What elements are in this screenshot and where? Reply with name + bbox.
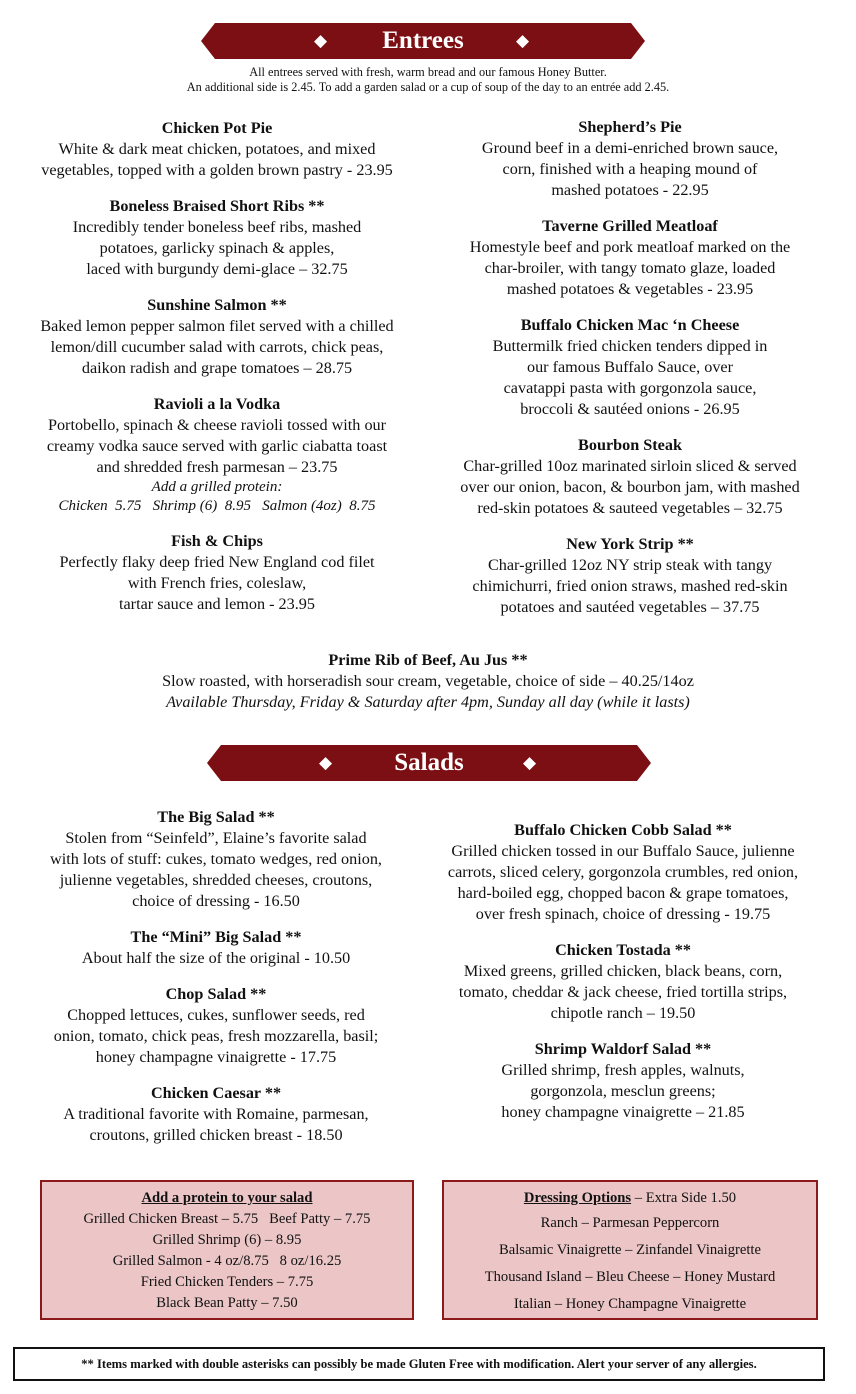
item-name: Buffalo Chicken Mac ‘n Cheese [520,316,740,334]
item-description: Grilled chicken tossed in our Buffalo Sauce, julienne carrots, sliced celery, gorgonzola crumbles, red onion, hard-boiled egg, chopped bacon & grape tomatoes, over fresh spinach, choice of dressing - 19.75 [447,842,799,923]
gluten-free-note: ** Items marked with double asterisks can possibly be made Gluten Free with modification. Alert your server of any allergies. [13,1347,825,1381]
item-description: Buttermilk fried chicken tenders dipped in our famous Buffalo Sauce, over cavatappi pasta with gorgonzola sauce, broccoli & sautéed onions - 26.95 [492,337,768,418]
dressing-option: Ranch – Parmesan Peppercorn [540,1215,720,1231]
item-description: A traditional favorite with Romaine, parmesan, croutons, grilled chicken breast - 18.50 [63,1105,369,1144]
item-description: Grilled shrimp, fresh apples, walnuts, gorgonzola, mesclun greens; honey champagne vinaigrette – 21.85 [501,1061,745,1121]
item-name: Bourbon Steak [578,436,682,454]
protein-option: Grilled Shrimp (6) – 8.95 [152,1232,302,1248]
menu-item [418,940,828,1024]
item-description: Char-grilled 10oz marinated sirloin sliced & served over our onion, bacon, & bourbon jam, with mashed red-skin potatoes & sauteed vegetables – 32.75 [460,457,800,517]
menu-item [428,435,832,519]
item-name: Chicken Tostada ** [555,941,691,959]
protein-box [40,1180,414,1320]
item-description: Stolen from “Seinfeld”, Elaine’s favorite salad with lots of stuff: cukes, tomato wedges, red onion, julienne vegetables, shredded cheeses, croutons, choice of dressing - 16.50 [50,829,382,910]
item-name: Chicken Pot Pie [161,119,273,137]
item-availability: Available Thursday, Friday & Saturday after 4pm, Sunday all day (while it lasts) [166,693,690,711]
dressing-box-header [444,1187,816,1210]
item-name: Sunshine Salmon ** [147,296,287,314]
menu-item [8,807,424,912]
menu-item [428,315,832,420]
protein-option: Grilled Salmon - 4 oz/8.75 8 oz/16.25 [112,1253,342,1269]
item-name: Shepherd’s Pie [578,118,682,136]
menu-item [10,531,424,615]
entrees-intro-1: All entrees served with fresh, warm bread and our famous Honey Butter. [249,65,607,79]
item-description: Homestyle beef and pork meatloaf marked on the char-broiler, with tangy tomato glaze, loaded mashed potatoes & vegetables - 23.95 [469,238,791,298]
menu-item [10,196,424,280]
diamond-icon: ◆ [523,753,537,772]
item-description: Chopped lettuces, cukes, sunflower seeds, red onion, tomato, chick peas, fresh mozzarella, basil; honey champagne vinaigrette - 17.75 [53,1006,379,1066]
entrees-banner [201,23,645,61]
dressing-option: Thousand Island – Bleu Cheese – Honey Mustard [484,1269,776,1285]
diamond-icon: ◆ [314,31,328,50]
menu-item [10,295,424,379]
entrees-right-column [428,117,832,633]
salads-left-column [8,807,424,1161]
item-name: Fish & Chips [171,532,263,550]
entrees-title: Entrees [382,27,464,54]
protein-option: Black Bean Patty – 7.50 [156,1295,298,1311]
protein-option: Fried Chicken Tenders – 7.75 [140,1274,314,1290]
add-protein-label: Add a grilled protein: [151,479,283,495]
menu-item [418,1039,828,1123]
item-description: Portobello, spinach & cheese ravioli tossed with our creamy vodka sauce served with garlic ciabatta toast and shredded fresh parmesan – 23.75 [46,416,388,476]
menu-item [428,216,832,300]
item-name: Taverne Grilled Meatloaf [542,217,718,235]
menu-item [10,118,424,181]
diamond-icon: ◆ [319,753,333,772]
item-name: Ravioli a la Vodka [153,395,281,413]
salads-title: Salads [394,749,464,776]
item-name: Prime Rib of Beef, Au Jus ** [328,651,528,669]
entrees-intro-2: An additional side is 2.45. To add a garden salad or a cup of soup of the day to an entrée add 2.45. [186,80,670,94]
dressing-box-subtitle: – Extra Side 1.50 [631,1190,737,1206]
dressing-option: Italian – Honey Champagne Vinaigrette [513,1296,747,1312]
item-name: Chicken Caesar ** [150,1084,282,1102]
menu-item [8,984,424,1068]
prime-rib-item [0,650,856,713]
menu-item [428,117,832,201]
item-description: Char-grilled 12oz NY strip steak with tangy chimichurri, fried onion straws, mashed red-skin potatoes and sautéed vegetables – 37.75 [472,556,788,616]
entrees-left-column [10,118,424,630]
item-name: Buffalo Chicken Cobb Salad ** [514,821,732,839]
salads-right-column [418,820,828,1138]
protein-option: Grilled Chicken Breast – 5.75 Beef Patty – 7.75 [83,1211,371,1227]
diamond-icon: ◆ [516,31,530,50]
menu-item [428,534,832,618]
item-description: Ground beef in a demi-enriched brown sauce, corn, finished with a heaping mound of mashed potatoes - 22.95 [481,139,779,199]
item-description: Mixed greens, grilled chicken, black beans, corn, tomato, cheddar & jack cheese, fried tortilla strips, chipotle ranch – 19.50 [458,962,788,1022]
item-description: About half the size of the original - 10.50 [81,949,351,967]
protein-box-title: Add a protein to your salad [141,1190,313,1206]
dressing-box [442,1180,818,1320]
item-name: The “Mini” Big Salad ** [130,928,302,946]
dressing-box-title: Dressing Options [523,1190,632,1206]
item-name: New York Strip ** [566,535,694,553]
item-description: Slow roasted, with horseradish sour cream, vegetable, choice of side – 40.25/14oz [162,672,694,690]
item-name: The Big Salad ** [157,808,275,826]
dressing-option: Balsamic Vinaigrette – Zinfandel Vinaigrette [499,1242,761,1258]
menu-item [10,394,424,516]
menu-item [8,927,424,969]
salads-banner [207,745,651,783]
menu-item [8,1083,424,1146]
protein-options: Chicken 5.75 Shrimp (6) 8.95 Salmon (4oz) 8.75 [58,498,376,514]
item-description: Perfectly flaky deep fried New England cod filet with French fries, coleslaw, tartar sauce and lemon - 23.95 [59,553,375,613]
item-name: Shrimp Waldorf Salad ** [534,1040,712,1058]
item-description: White & dark meat chicken, potatoes, and mixed vegetables, topped with a golden brown pastry - 23.95 [41,140,393,179]
menu-item [418,820,828,925]
item-name: Boneless Braised Short Ribs ** [109,197,325,215]
item-description: Incredibly tender boneless beef ribs, mashed potatoes, garlicky spinach & apples, laced with burgundy demi-glace – 32.75 [72,218,362,278]
item-name: Chop Salad ** [165,985,267,1003]
item-description: Baked lemon pepper salmon filet served with a chilled lemon/dill cucumber salad with carrots, chick peas, daikon radish and grape tomatoes – 28.75 [40,317,394,377]
